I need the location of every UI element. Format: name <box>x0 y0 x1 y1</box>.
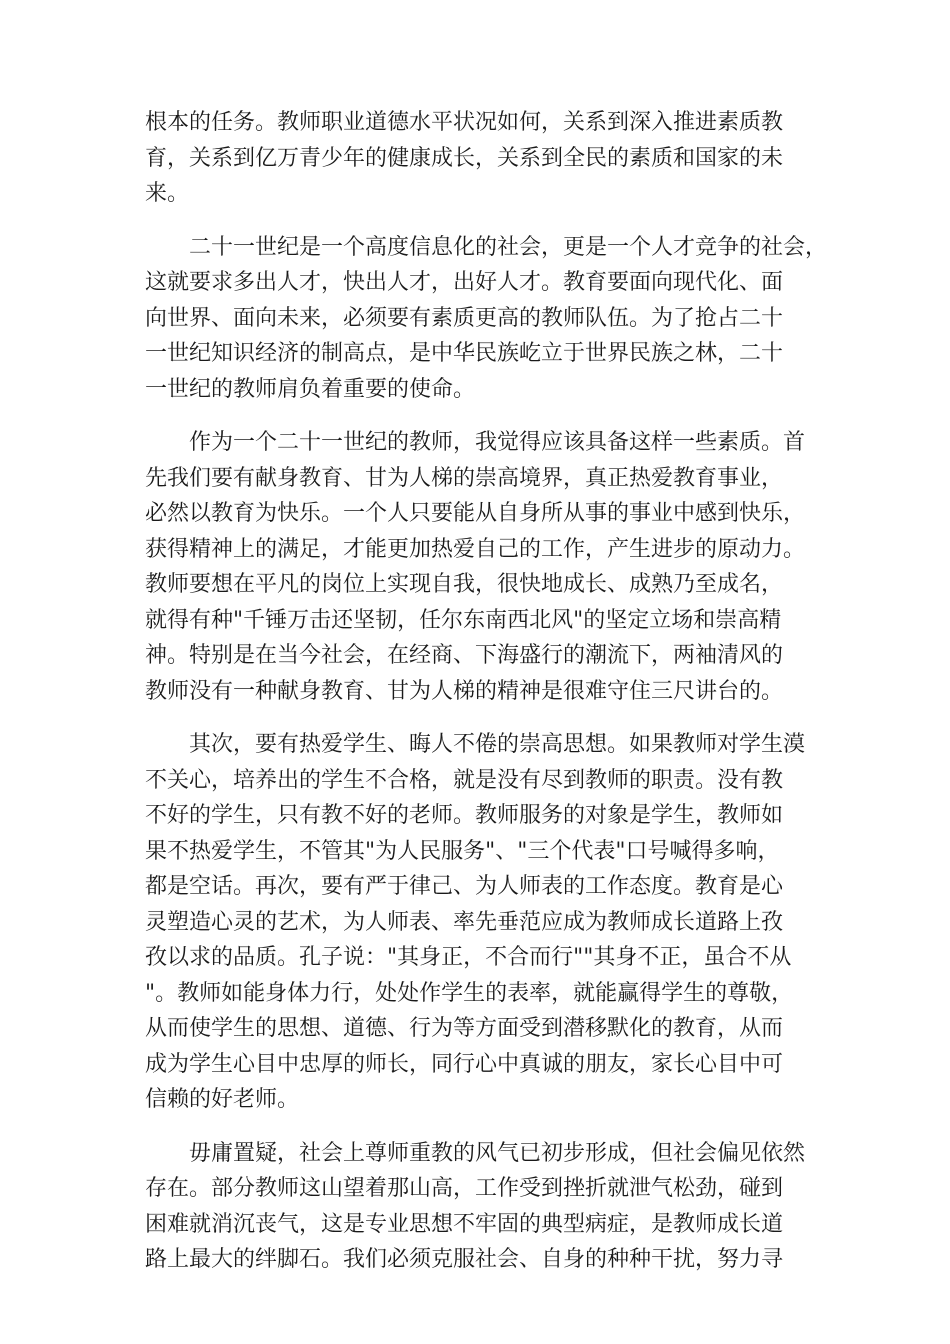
text-line: 孜以求的品质。孔子说："其身正，不合而行""其身不正，虽合不从 <box>145 945 792 970</box>
paragraph-1 <box>145 105 810 212</box>
text-line: 不关心，培养出的学生不合格，就是没有尽到教师的职责。没有教 <box>145 767 784 793</box>
text-line: 获得精神上的满足，才能更加热爱自己的工作，产生进步的原动力。 <box>145 536 806 562</box>
text-line: 其次，要有热爱学生、晦人不倦的崇高思想。如果教师对学生漠 <box>145 732 806 757</box>
text-line: 神。特别是在当今社会，在经商、下海盛行的潮流下，两袖清风的 <box>145 643 784 668</box>
text-line: 先我们要有献身教育、甘为人梯的崇高境界，真正热爱教育事业， <box>145 465 784 491</box>
text-line: 信赖的好老师。 <box>145 1087 300 1112</box>
text-line: 灵塑造心灵的艺术，为人师表、率先垂范应成为教师成长道路上孜 <box>145 909 784 935</box>
paragraph-5 <box>145 1136 810 1278</box>
text-line: 向世界、面向未来，必须要有素质更高的教师队伍。为了抢占二十 <box>145 305 784 331</box>
text-line: 一世纪的教师肩负着重要的使命。 <box>145 376 476 402</box>
text-line: 教师要想在平凡的岗位上实现自我，很快地成长、成熟乃至成名， <box>145 572 784 597</box>
text-line: 教师没有一种献身教育、甘为人梯的精神是很难守住三尺讲台的。 <box>145 678 784 704</box>
text-line: 毋庸置疑，社会上尊师重教的风气已初步形成，但社会偏见依然 <box>145 1140 806 1166</box>
text-line: 二十一世纪是一个高度信息化的社会，更是一个人才竞争的社会， <box>145 234 828 260</box>
text-line: 就得有种"千锤万击还坚韧，任尔东南西北风"的坚定立场和崇高精 <box>145 607 782 633</box>
text-line: 来。 <box>145 181 190 206</box>
text-line: 作为一个二十一世纪的教师，我觉得应该具备这样一些素质。首 <box>145 430 806 455</box>
paragraph-4 <box>145 727 810 1118</box>
text-line: 根本的任务。教师职业道德水平状况如何，关系到深入推进素质教 <box>145 110 784 135</box>
text-line: 都是空话。再次，要有严于律己、为人师表的工作态度。教育是心 <box>145 874 784 899</box>
text-line: 必然以教育为快乐。一个人只要能从自身所从事的事业中感到快乐， <box>145 501 806 526</box>
text-line: 从而使学生的思想、道德、行为等方面受到潜移默化的教育，从而 <box>145 1016 784 1041</box>
body-text <box>145 105 828 1296</box>
text-line: 果不热爱学生，不管其"为人民服务"、"三个代表"口号喊得多响， <box>145 838 780 864</box>
text-line: 不好的学生，只有教不好的老师。教师服务的对象是学生，教师如 <box>145 803 784 828</box>
text-line: 成为学生心目中忠厚的师长，同行心中真诚的朋友，家长心目中可 <box>145 1051 784 1077</box>
text-line: 路上最大的绊脚石。我们必须克服社会、自身的种种干扰，努力寻 <box>145 1247 784 1272</box>
text-line: 育，关系到亿万青少年的健康成长，关系到全民的素质和国家的未 <box>145 145 784 171</box>
text-line: "。教师如能身体力行，处处作学生的表率，就能赢得学生的尊敬， <box>145 980 794 1006</box>
text-line: 这就要求多出人才，快出人才，出好人才。教育要面向现代化、面 <box>145 270 784 295</box>
paragraph-3 <box>145 425 810 709</box>
paragraph-2 <box>145 230 828 408</box>
text-line: 一世纪知识经济的制高点，是中华民族屹立于世界民族之林，二十 <box>145 341 784 366</box>
text-line: 存在。部分教师这山望着那山高，工作受到挫折就泄气松劲，碰到 <box>145 1176 784 1201</box>
text-line: 困难就消沉丧气，这是专业思想不牢固的典型病症，是教师成长道 <box>145 1211 784 1237</box>
